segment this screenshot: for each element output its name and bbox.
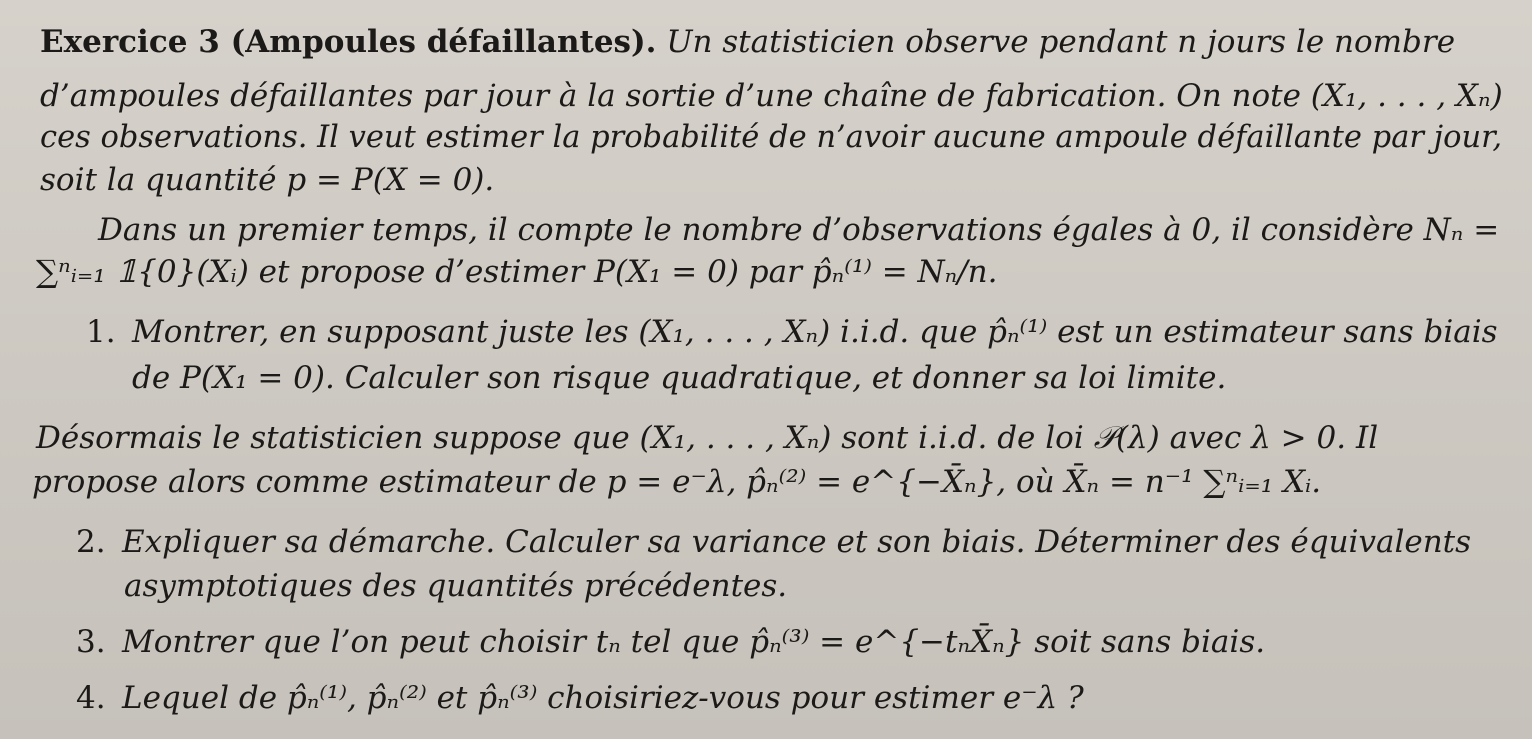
intro-line-3: ces observations. Il veut estimer la probabilité de n’avoir aucune ampoule défaillante par jour, bbox=[40, 120, 1503, 155]
question-2-text-1: Expliquer sa démarche. Calculer sa variance et son biais. Déterminer des équivalents bbox=[122, 524, 1472, 560]
question-1-line-2: de P(X₁ = 0). Calculer son risque quadratique, et donner sa loi limite. bbox=[132, 360, 1227, 396]
question-1-text-1: Montrer, en supposant juste les (X₁, . . . , Xₙ) i.i.d. que p̂ₙ⁽¹⁾ est un estimateur sans biais bbox=[132, 314, 1498, 350]
para3-line-2: propose alors comme estimateur de p = e⁻λ, p̂ₙ⁽²⁾ = e^{−X̄ₙ}, où X̄ₙ = n⁻¹ ∑ⁿᵢ₌₁ Xᵢ. bbox=[32, 464, 1322, 500]
intro-line-1 bbox=[40, 22, 1455, 62]
question-1-line-1 bbox=[86, 312, 1498, 352]
question-1-number: 1. bbox=[86, 314, 116, 350]
intro-line-4: soit la quantité p = P(X = 0). bbox=[40, 162, 495, 198]
question-2-number: 2. bbox=[76, 524, 106, 560]
exercise-heading: Exercice 3 (Ampoules défaillantes). bbox=[40, 24, 657, 60]
question-4-text: Lequel de p̂ₙ⁽¹⁾, p̂ₙ⁽²⁾ et p̂ₙ⁽³⁾ choisiriez-vous pour estimer e⁻λ ? bbox=[122, 680, 1084, 716]
question-4-number: 4. bbox=[76, 680, 106, 716]
para2-line-2: ∑ⁿᵢ₌₁ 𝟙{0}(Xᵢ) et propose d’estimer P(X₁ = 0) par p̂ₙ⁽¹⁾ = Nₙ/n. bbox=[36, 254, 998, 290]
question-2-line-2: asymptotiques des quantités précédentes. bbox=[124, 568, 788, 604]
question-3-line bbox=[76, 622, 1265, 662]
question-2-line-1 bbox=[76, 522, 1471, 562]
question-3-number: 3. bbox=[76, 624, 106, 660]
intro-text-1: Un statisticien observe pendant n jours le nombre bbox=[666, 24, 1456, 60]
para3-line-1: Désormais le statisticien suppose que (X₁, . . . , Xₙ) sont i.i.d. de loi 𝒫(λ) avec λ > 0. Il bbox=[36, 420, 1379, 456]
intro-line-2: d’ampoules défaillantes par jour à la sortie d’une chaîne de fabrication. On note (X₁, . . . , Xₙ) bbox=[40, 78, 1503, 114]
question-4-line bbox=[76, 678, 1084, 718]
question-3-text: Montrer que l’on peut choisir tₙ tel que p̂ₙ⁽³⁾ = e^{−tₙX̄ₙ} soit sans biais. bbox=[122, 624, 1266, 660]
para2-line-1: Dans un premier temps, il compte le nombre d’observations égales à 0, il considère Nₙ = bbox=[98, 212, 1500, 248]
